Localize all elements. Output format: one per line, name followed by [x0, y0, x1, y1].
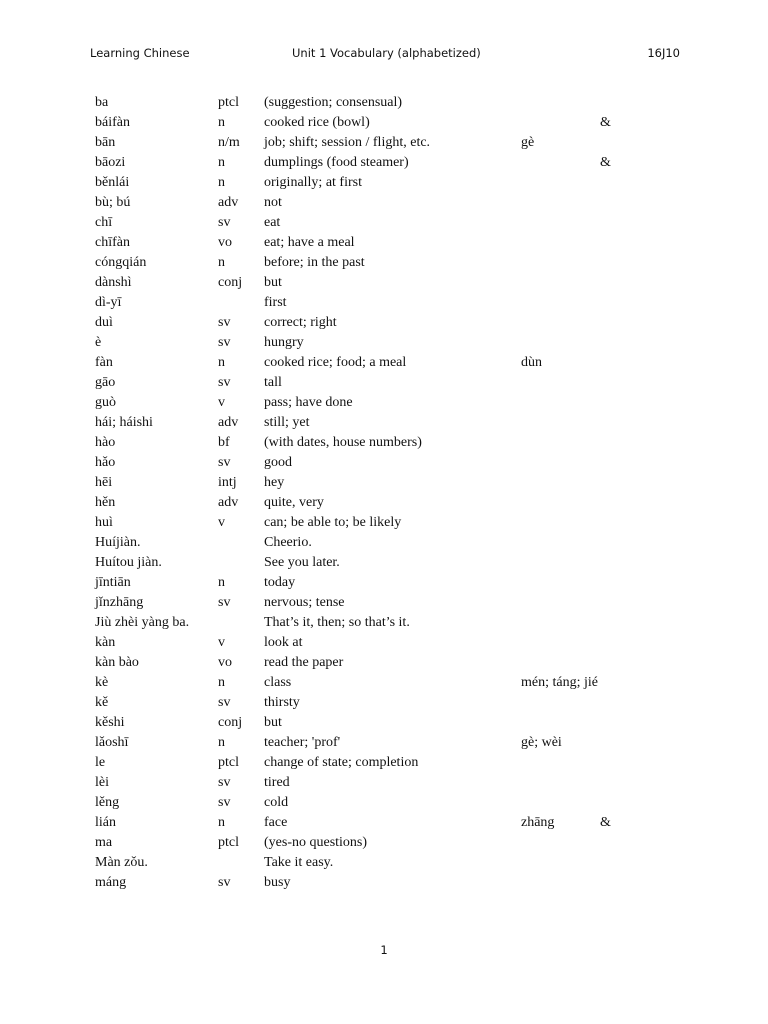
entry-definition: can; be able to; be likely [264, 514, 402, 530]
entry-definition: See you later. [264, 554, 340, 570]
entry-pinyin: hěn [95, 494, 116, 510]
entry-part-of-speech: adv [218, 494, 239, 510]
vocab-row [95, 212, 655, 232]
entry-pinyin: ba [95, 94, 109, 110]
entry-part-of-speech: n [218, 174, 225, 190]
entry-part-of-speech: n [218, 254, 225, 270]
entry-part-of-speech: v [218, 634, 225, 650]
vocab-row [95, 572, 655, 592]
vocab-row [95, 652, 655, 672]
entry-part-of-speech: sv [218, 314, 231, 330]
vocab-row [95, 752, 655, 772]
entry-part-of-speech: intj [218, 474, 237, 490]
header-document-title: Unit 1 Vocabulary (alphabetized) [292, 46, 481, 60]
vocab-row [95, 612, 655, 632]
entry-pinyin: bān [95, 134, 116, 150]
entry-pinyin: máng [95, 874, 127, 890]
entry-definition: not [264, 194, 282, 210]
entry-pinyin: hǎo [95, 454, 116, 470]
entry-definition: face [264, 814, 288, 830]
entry-part-of-speech: sv [218, 594, 231, 610]
entry-definition: today [264, 574, 296, 590]
vocab-row [95, 232, 655, 252]
entry-definition: teacher; 'prof' [264, 734, 341, 750]
entry-definition: (suggestion; consensual) [264, 94, 403, 110]
entry-pinyin: lèi [95, 774, 109, 790]
entry-mark: & [600, 114, 611, 130]
entry-definition: That’s it, then; so that’s it. [264, 614, 410, 630]
vocab-row [95, 592, 655, 612]
vocab-row [95, 812, 655, 832]
entry-pinyin: chīfàn [95, 234, 130, 250]
entry-pinyin: lěng [95, 794, 120, 810]
entry-part-of-speech: sv [218, 774, 231, 790]
vocab-row [95, 772, 655, 792]
entry-definition: originally; at first [264, 174, 362, 190]
entry-definition: (with dates, house numbers) [264, 434, 422, 450]
entry-definition: read the paper [264, 654, 344, 670]
entry-pinyin: kè [95, 674, 109, 690]
entry-pinyin: ma [95, 834, 113, 850]
entry-pinyin: dànshì [95, 274, 132, 290]
vocab-row [95, 552, 655, 572]
entry-part-of-speech: conj [218, 714, 243, 730]
vocab-row [95, 712, 655, 732]
entry-part-of-speech: conj [218, 274, 243, 290]
page-footer [0, 943, 768, 957]
page-number: 1 [380, 943, 388, 957]
entry-part-of-speech: vo [218, 654, 232, 670]
entry-pinyin: kěshi [95, 714, 125, 730]
vocab-row [95, 692, 655, 712]
entry-pinyin: jīntiān [95, 574, 131, 590]
vocab-row [95, 152, 655, 172]
entry-mark: & [600, 814, 611, 830]
entry-definition: eat; have a meal [264, 234, 355, 250]
vocab-row [95, 532, 655, 552]
entry-pinyin: Huítou jiàn. [95, 554, 162, 570]
entry-part-of-speech: vo [218, 234, 232, 250]
entry-pinyin: Jiù zhèi yàng ba. [95, 614, 190, 630]
entry-pinyin: kàn bào [95, 654, 139, 670]
entry-pinyin: gāo [95, 374, 116, 390]
entry-part-of-speech: ptcl [218, 754, 239, 770]
vocab-row [95, 852, 655, 872]
entry-definition: but [264, 274, 282, 290]
entry-pinyin: bù; bú [95, 194, 131, 210]
entry-part-of-speech: ptcl [218, 94, 239, 110]
entry-definition: hungry [264, 334, 304, 350]
entry-definition: tall [264, 374, 282, 390]
entry-definition: Take it easy. [264, 854, 334, 870]
vocab-row [95, 92, 655, 112]
entry-definition: change of state; completion [264, 754, 419, 770]
entry-definition: good [264, 454, 292, 470]
entry-part-of-speech: sv [218, 694, 231, 710]
entry-part-of-speech: sv [218, 214, 231, 230]
entry-part-of-speech: v [218, 394, 225, 410]
entry-part-of-speech: sv [218, 454, 231, 470]
page-header [90, 46, 680, 64]
entry-measure-word: gè [521, 134, 535, 150]
entry-pinyin: jǐnzhāng [95, 594, 144, 610]
entry-pinyin: dì-yī [95, 294, 122, 310]
entry-pinyin: cóngqián [95, 254, 147, 270]
entry-part-of-speech: sv [218, 794, 231, 810]
entry-pinyin: běnlái [95, 174, 130, 190]
entry-definition: correct; right [264, 314, 337, 330]
entry-pinyin: è [95, 334, 102, 350]
vocab-row [95, 112, 655, 132]
vocabulary-list [95, 92, 655, 892]
entry-pinyin: le [95, 754, 106, 770]
entry-pinyin: guò [95, 394, 116, 410]
entry-pinyin: duì [95, 314, 113, 330]
entry-definition: first [264, 294, 287, 310]
entry-part-of-speech: sv [218, 874, 231, 890]
entry-part-of-speech: n [218, 354, 225, 370]
vocab-row [95, 632, 655, 652]
vocab-row [95, 172, 655, 192]
vocab-row [95, 292, 655, 312]
entry-definition: pass; have done [264, 394, 353, 410]
entry-definition: look at [264, 634, 303, 650]
entry-definition: eat [264, 214, 281, 230]
entry-pinyin: kàn [95, 634, 116, 650]
entry-part-of-speech: n/m [218, 134, 240, 150]
entry-definition: busy [264, 874, 291, 890]
entry-definition: tired [264, 774, 290, 790]
entry-pinyin: Huíjiàn. [95, 534, 141, 550]
vocab-row [95, 352, 655, 372]
vocab-row [95, 192, 655, 212]
vocab-row [95, 332, 655, 352]
vocab-row [95, 732, 655, 752]
entry-definition: cold [264, 794, 289, 810]
vocab-row [95, 472, 655, 492]
entry-part-of-speech: n [218, 114, 225, 130]
vocab-row [95, 452, 655, 472]
entry-definition: cooked rice; food; a meal [264, 354, 407, 370]
vocab-row [95, 512, 655, 532]
entry-definition: cooked rice (bowl) [264, 114, 370, 130]
vocab-row [95, 792, 655, 812]
entry-pinyin: Màn zǒu. [95, 854, 148, 870]
entry-measure-word: zhāng [521, 814, 555, 830]
vocab-row [95, 132, 655, 152]
entry-measure-word: gè; wèi [521, 734, 562, 750]
entry-pinyin: chī [95, 214, 113, 230]
entry-pinyin: lián [95, 814, 116, 830]
entry-definition: nervous; tense [264, 594, 345, 610]
header-date-code: 16J10 [647, 46, 680, 60]
vocab-row [95, 492, 655, 512]
entry-part-of-speech: sv [218, 374, 231, 390]
entry-definition: Cheerio. [264, 534, 312, 550]
entry-definition: thirsty [264, 694, 300, 710]
entry-part-of-speech: n [218, 734, 225, 750]
entry-definition: before; in the past [264, 254, 365, 270]
vocab-row [95, 872, 655, 892]
vocab-row [95, 272, 655, 292]
entry-part-of-speech: n [218, 674, 225, 690]
entry-pinyin: hào [95, 434, 116, 450]
entry-pinyin: hái; háishi [95, 414, 153, 430]
entry-definition: hey [264, 474, 285, 490]
entry-part-of-speech: n [218, 574, 225, 590]
entry-mark: & [600, 154, 611, 170]
entry-measure-word: mén; táng; jié [521, 674, 598, 690]
entry-definition: class [264, 674, 292, 690]
vocab-row [95, 412, 655, 432]
entry-part-of-speech: bf [218, 434, 230, 450]
entry-part-of-speech: n [218, 154, 225, 170]
entry-part-of-speech: adv [218, 194, 239, 210]
entry-definition: (yes-no questions) [264, 834, 368, 850]
vocab-row [95, 392, 655, 412]
entry-pinyin: bāozi [95, 154, 126, 170]
entry-definition: still; yet [264, 414, 310, 430]
entry-pinyin: fàn [95, 354, 113, 370]
entry-pinyin: huì [95, 514, 113, 530]
entry-definition: job; shift; session / flight, etc. [264, 134, 431, 150]
entry-pinyin: hēi [95, 474, 113, 490]
entry-part-of-speech: ptcl [218, 834, 239, 850]
entry-definition: quite, very [264, 494, 324, 510]
entry-definition: dumplings (food steamer) [264, 154, 409, 170]
entry-part-of-speech: adv [218, 414, 239, 430]
vocab-row [95, 372, 655, 392]
vocab-row [95, 832, 655, 852]
entry-pinyin: kě [95, 694, 109, 710]
entry-part-of-speech: sv [218, 334, 231, 350]
entry-pinyin: lǎoshī [95, 734, 129, 750]
vocab-row [95, 432, 655, 452]
entry-part-of-speech: v [218, 514, 225, 530]
vocab-row [95, 312, 655, 332]
vocab-row [95, 672, 655, 692]
vocab-row [95, 252, 655, 272]
entry-measure-word: dùn [521, 354, 542, 370]
header-course-title: Learning Chinese [90, 46, 190, 60]
entry-part-of-speech: n [218, 814, 225, 830]
entry-definition: but [264, 714, 282, 730]
entry-pinyin: báifàn [95, 114, 130, 130]
